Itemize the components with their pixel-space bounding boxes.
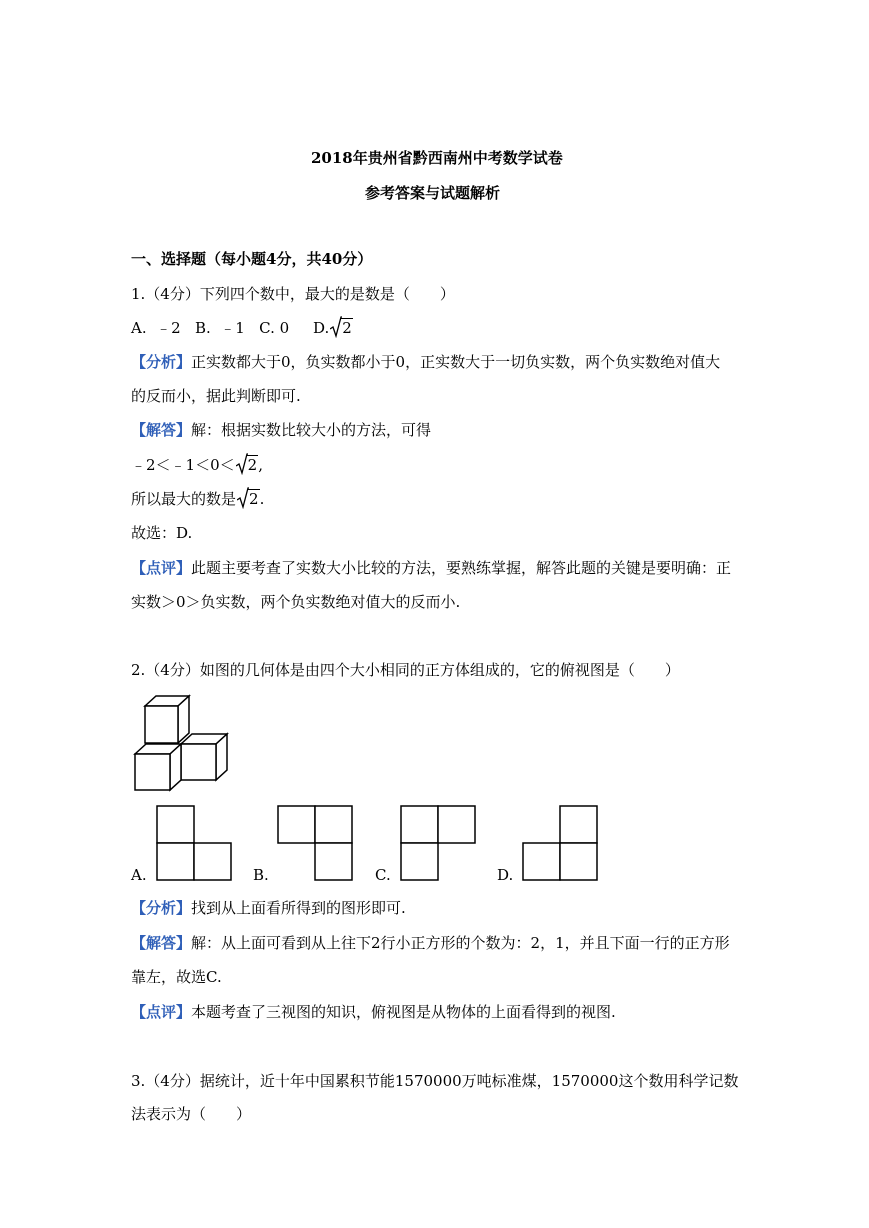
q1-comma: , bbox=[258, 456, 263, 474]
sqrt-symbol bbox=[330, 318, 353, 338]
q2-analysis-line1: 找到从上面看所得到的图形即可. bbox=[191, 899, 406, 917]
q1-answer-line2 bbox=[131, 455, 263, 475]
sqrt-symbol bbox=[237, 489, 260, 509]
q1-options bbox=[131, 318, 353, 338]
answer-tag: 【解答】 bbox=[131, 934, 192, 952]
analysis-tag: 【分析】 bbox=[131, 899, 192, 917]
sqrt-radicand: 2 bbox=[249, 490, 259, 508]
sqrt-radicand: 2 bbox=[342, 319, 352, 337]
q3-stem-line1: 3.（4分）据统计，近十年中国累积节能1570000万吨标准煤，1570000这个数用科学记数 bbox=[131, 1072, 739, 1090]
q2-comment-line1: 本题考查了三视图的知识，俯视图是从物体的上面看得到的视图. bbox=[191, 1003, 616, 1021]
q2-answer-line1: 解：从上面可看到从上往下2行小正方形的个数为：2，1，并且下面一行的正方形 bbox=[191, 934, 730, 952]
q1-comment bbox=[131, 558, 731, 578]
sqrt-symbol bbox=[236, 455, 259, 475]
q2-option-c-figure bbox=[400, 805, 476, 881]
q2-option-d-label: D. bbox=[497, 866, 514, 884]
q3-stem-line2: 法表示为（ ） bbox=[131, 1105, 252, 1123]
q1-answer-line3 bbox=[131, 489, 264, 509]
q2-answer bbox=[131, 933, 730, 953]
q1-answer-line1: 解：根据实数比较大小的方法，可得 bbox=[191, 421, 432, 439]
cube-front bbox=[135, 744, 181, 790]
doc-title: 2018年贵州省黔西南州中考数学试卷 bbox=[311, 149, 563, 167]
radical-icon bbox=[237, 487, 249, 509]
q2-answer-line2: 靠左，故选C. bbox=[131, 968, 222, 986]
q1-analysis-line1: 正实数都大于0，负实数都小于0，正实数大于一切负实数，两个负实数绝对值大 bbox=[191, 353, 721, 371]
cube-right bbox=[181, 734, 227, 780]
q2-option-b-label: B. bbox=[253, 866, 269, 884]
q1-analysis bbox=[131, 352, 720, 372]
q2-option-a-figure bbox=[156, 805, 232, 881]
q2-stem: 2.（4分）如图的几何体是由四个大小相同的正方体组成的，它的俯视图是（ ） bbox=[131, 661, 680, 679]
answer-tag: 【解答】 bbox=[131, 421, 192, 439]
q2-option-a-label: A. bbox=[131, 866, 147, 884]
q2-option-b-figure bbox=[277, 805, 353, 881]
q2-option-d-figure bbox=[522, 805, 598, 881]
q1-answer-line4: 故选：D. bbox=[131, 524, 193, 542]
cube-solid-figure bbox=[130, 696, 234, 792]
q1-period: . bbox=[259, 490, 265, 508]
q1-answer bbox=[131, 420, 431, 440]
radical-icon bbox=[236, 453, 248, 475]
comment-tag: 【点评】 bbox=[131, 559, 192, 577]
comment-tag: 【点评】 bbox=[131, 1003, 192, 1021]
q2-analysis bbox=[131, 898, 406, 918]
cube-top bbox=[145, 696, 189, 743]
q1-comment-line1: 此题主要考查了实数大小比较的方法，要熟练掌握，解答此题的关键是要明确：正 bbox=[191, 559, 732, 577]
sqrt-radicand: 2 bbox=[247, 456, 258, 474]
doc-subtitle: 参考答案与试题解析 bbox=[365, 184, 501, 202]
q1-max-text: 所以最大的数是 bbox=[131, 490, 237, 508]
q1-comment-line2: 实数＞0＞负实数，两个负实数绝对值大的反而小. bbox=[131, 593, 461, 611]
q1-options-text: A. ﹣2 B. ﹣1 C. 0 D. bbox=[131, 319, 330, 337]
q1-analysis-line2: 的反而小，据此判断即可. bbox=[131, 387, 301, 405]
q1-inequality: ﹣2＜﹣1＜0＜ bbox=[131, 456, 235, 474]
radical-icon bbox=[330, 316, 342, 338]
q1-stem: 1.（4分）下列四个数中，最大的是数是（ ） bbox=[131, 285, 455, 303]
analysis-tag: 【分析】 bbox=[131, 353, 192, 371]
section-heading: 一、选择题（每小题4分，共40分） bbox=[131, 250, 373, 268]
q2-option-c-label: C. bbox=[375, 866, 391, 884]
q2-comment bbox=[131, 1002, 616, 1022]
